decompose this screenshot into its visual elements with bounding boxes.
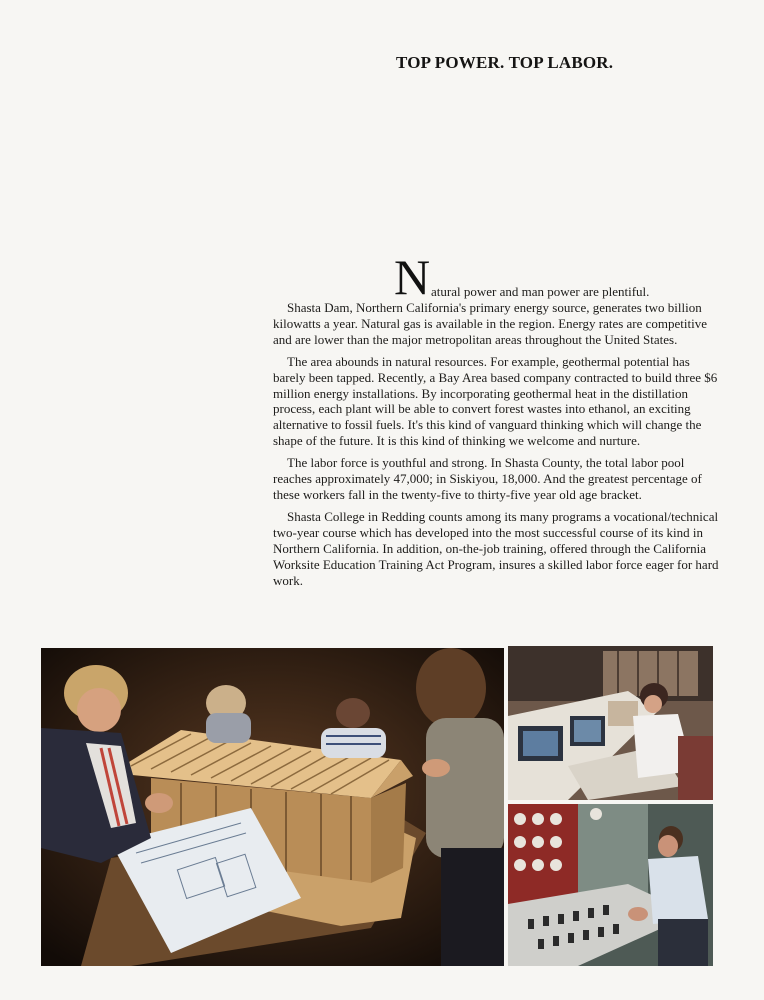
paragraph-resources: The area abounds in natural resources. For example, geothermal potential has barely been tapped. Recently, a Bay Area based company contracted to build three $6 million energy installations. By incorporating geothermal heat in the distillation process, each plant will be able to convert forest wastes into ethanol, an exciting alternative to fossil fuels. It's this kind of vanguard thinking which will change the shape of the future. It is this kind of thinking we welcome and nurture.: [273, 353, 718, 449]
paragraph-college: Shasta College in Redding counts among its many programs a vocational/technical two-year course which has developed into the most successful course of its kind in Northern California. In addition, on-the-job training, offered through the California Worksite Education Training Act Program, insures a skilled labor force eager for hard work.: [273, 508, 719, 588]
photo-control-room-operator: [508, 646, 713, 800]
article-body: [273, 249, 721, 594]
photo-switchboard-operator: [508, 804, 713, 966]
paragraph-energy: Shasta Dam, Northern California's primary energy source, generates two billion kilowatts a year. Natural gas is available in the region. Energy rates are competitive and are lower than the major metropolitan areas throughout the United States.: [273, 300, 708, 347]
lead-sentence: atural power and man power are plentiful.: [431, 284, 650, 299]
paragraph-labor: The labor force is youthful and strong. In Shasta County, the total labor pool reaches approximately 47,000; in Siskiyou, 18,000. And the greatest percentage of these workers fall in the twenty-five to thirty-five year old age bracket.: [273, 455, 702, 502]
page-title: TOP POWER. TOP LABOR.: [396, 53, 614, 72]
lead-line: [273, 249, 721, 305]
dropcap: N: [394, 249, 431, 305]
photo-students-house-model: [41, 648, 504, 966]
